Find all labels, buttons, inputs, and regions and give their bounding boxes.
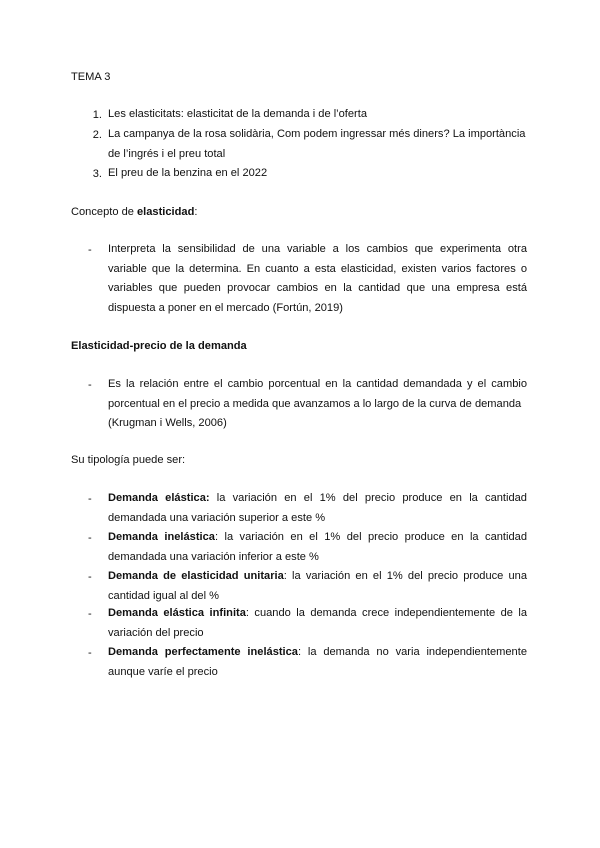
topic-text: de l’ingrés i el preu total bbox=[108, 147, 226, 160]
typology-desc: la variación en el 1% del precio produce en la cantidad bbox=[209, 492, 527, 504]
typology-line bbox=[108, 489, 527, 509]
bullet-dash: - bbox=[88, 244, 92, 256]
typology-desc: variación del precio bbox=[108, 626, 204, 639]
typology-term: Demanda elástica: bbox=[108, 492, 210, 504]
typology-term: Demanda elástica infinita bbox=[108, 607, 246, 619]
definition-line: dispuesta a poner en el mercado (Fortún, 2019) bbox=[108, 301, 343, 314]
concept-heading bbox=[71, 206, 197, 218]
bullet-dash: - bbox=[88, 379, 92, 391]
bullet-dash: - bbox=[88, 647, 92, 659]
typology-line bbox=[108, 528, 527, 548]
definition-line: variables que pueden provocar cambios en la cantidad que una empresa está bbox=[108, 282, 527, 294]
typology-desc: : cuando la demanda crece independientemente de la bbox=[245, 607, 527, 619]
typology-desc: demandada una variación inferior a este % bbox=[108, 550, 319, 563]
typology-line bbox=[108, 604, 527, 624]
definition-line: Interpreta la sensibilidad de una variable a los cambios que experimenta otra bbox=[108, 243, 527, 255]
concept-suffix: : bbox=[194, 206, 198, 218]
definition-line: Es la relación entre el cambio porcentual en la cantidad demandada y el cambio bbox=[108, 378, 527, 390]
bullet-dash: - bbox=[88, 571, 92, 583]
section-heading: Elasticidad-precio de la demanda bbox=[71, 340, 247, 352]
typology-desc: : la variación en el 1% del precio produce una bbox=[283, 570, 528, 582]
typology-desc: demandada una variación superior a este % bbox=[108, 511, 326, 524]
definition-line: variable que la determina. En cuanto a esta elasticidad, existen varios factores o bbox=[108, 262, 527, 275]
topic-text: Les elasticitats: elasticitat de la demanda i de l’oferta bbox=[108, 108, 367, 120]
typology-line bbox=[108, 567, 527, 587]
concept-prefix: Concepto de bbox=[71, 206, 137, 218]
topic-text: La campanya de la rosa solidària, Com podem ingressar més diners? La importància bbox=[108, 128, 526, 140]
page-title: TEMA 3 bbox=[71, 71, 111, 83]
concept-term: elasticidad bbox=[137, 206, 195, 218]
bullet-dash: - bbox=[88, 532, 92, 544]
typology-term: Demanda de elasticidad unitaria bbox=[108, 570, 284, 582]
definition-line: porcentual en el precio a medida que avanzamos a lo largo de la curva de demanda bbox=[108, 397, 522, 410]
typology-intro: Su tipología puede ser: bbox=[71, 454, 186, 466]
bullet-dash: - bbox=[88, 608, 92, 620]
typology-line bbox=[108, 643, 527, 663]
typology-desc: : la demanda no varia independientemente bbox=[297, 646, 527, 658]
topic-number: 1. bbox=[92, 109, 102, 121]
typology-term: Demanda perfectamente inelástica bbox=[108, 646, 298, 658]
bullet-dash: - bbox=[88, 493, 92, 505]
topic-number: 3. bbox=[92, 168, 102, 180]
topic-text: El preu de la benzina en el 2022 bbox=[108, 167, 268, 179]
topic-number: 2. bbox=[92, 129, 102, 141]
typology-desc: aunque varíe el precio bbox=[108, 665, 218, 678]
typology-desc: cantidad igual al del % bbox=[108, 589, 220, 602]
typology-desc: : la variación en el 1% del precio produce en la cantidad bbox=[214, 531, 527, 543]
definition-line: (Krugman i Wells, 2006) bbox=[108, 417, 227, 429]
typology-term: Demanda inelástica bbox=[108, 531, 215, 543]
